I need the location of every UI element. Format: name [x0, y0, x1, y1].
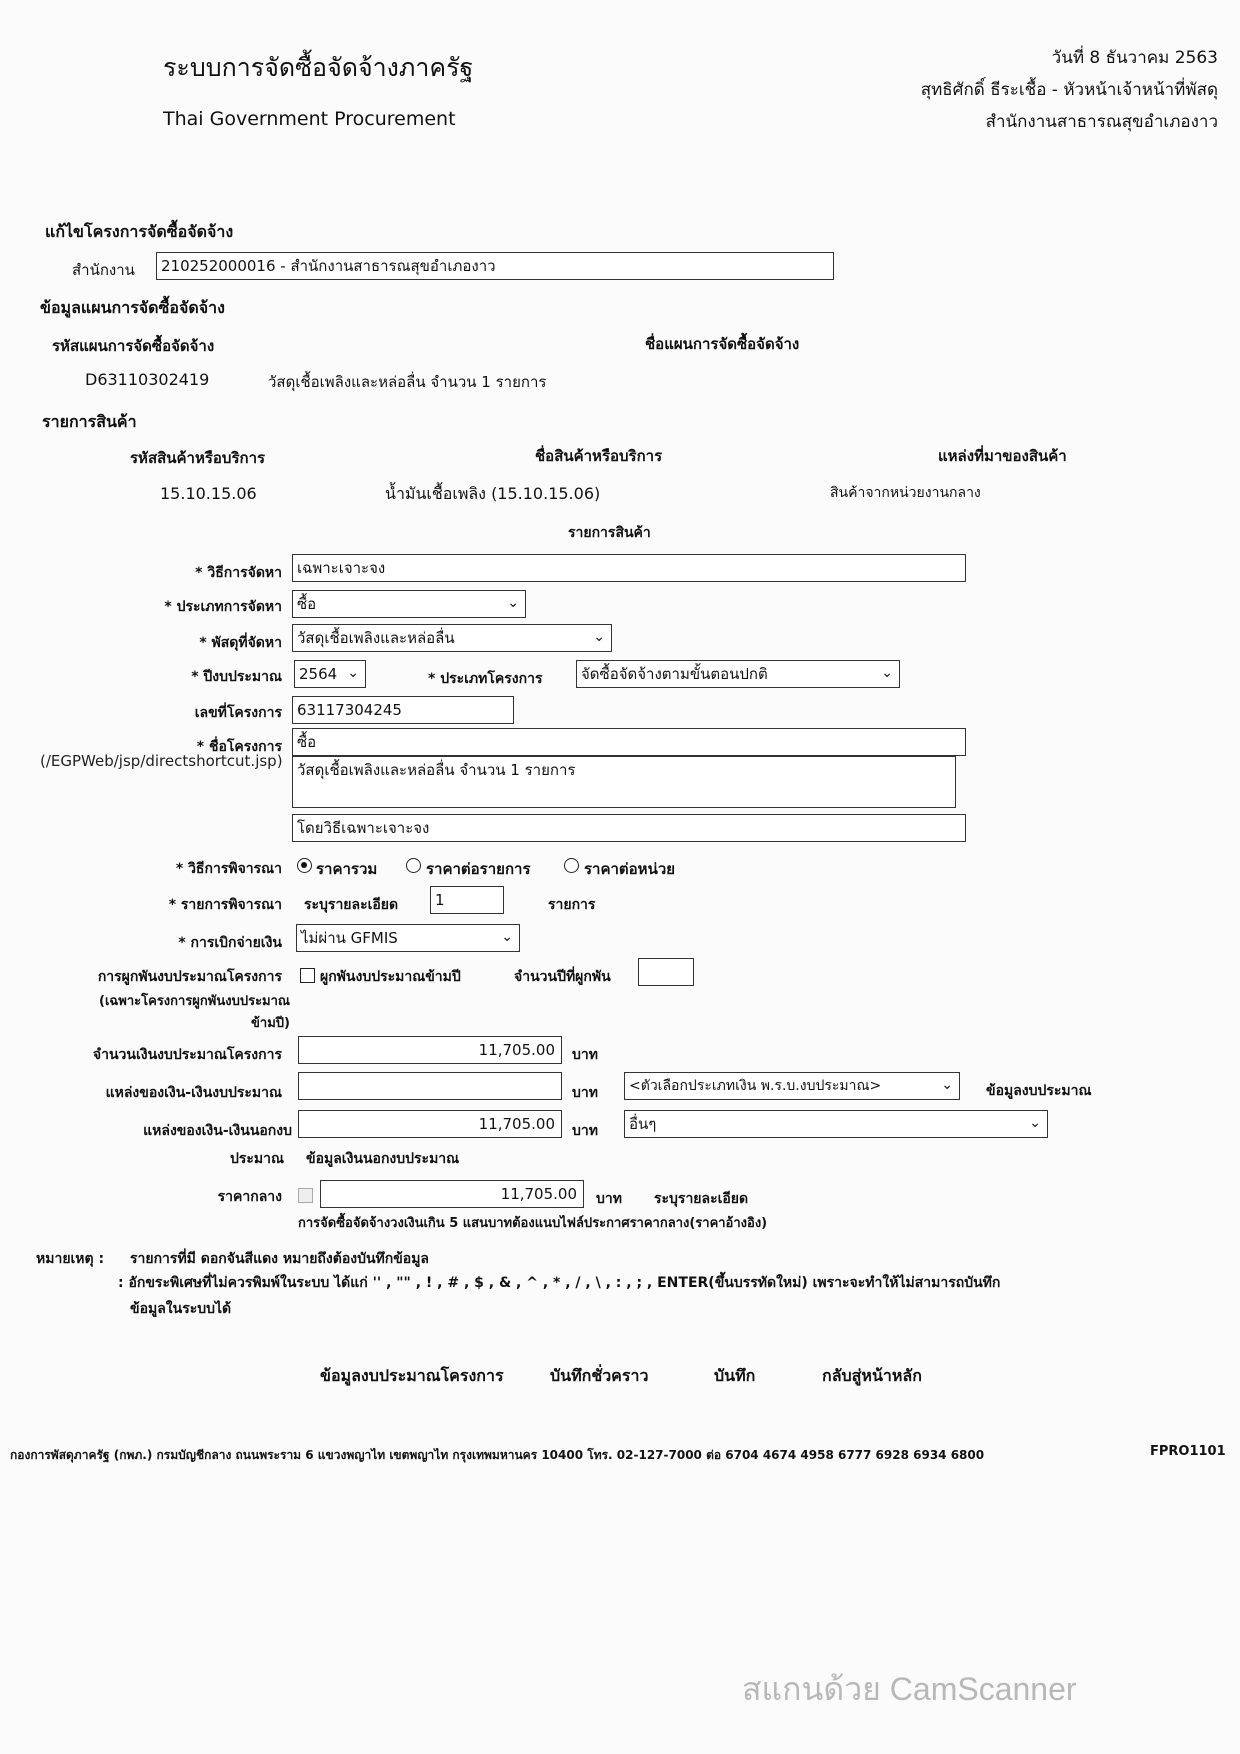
products-subtitle: รายการสินค้า [568, 525, 651, 541]
source-budget-info-link[interactable]: ข้อมูลงบประมาณ [986, 1083, 1092, 1099]
radio-total-price[interactable] [297, 858, 312, 873]
consider-opt1-label: ราคารวม [316, 860, 378, 878]
camscanner-watermark: สแกนด้วย CamScanner [742, 1671, 1077, 1707]
footer-code: FPRO1101 [1150, 1444, 1226, 1459]
chevron-down-icon: ⌄ [941, 1077, 953, 1093]
source-budget-unit: บาท [572, 1085, 598, 1101]
ref-price-checkbox[interactable] [298, 1188, 313, 1203]
supply-select[interactable] [292, 624, 612, 652]
commit-note-1: (เฉพาะโครงการผูกพันงบประมาณ [99, 994, 290, 1009]
back-home-button[interactable]: กลับสู่หน้าหลัก [822, 1366, 922, 1385]
product-name: น้ำมันเชื้อเพลิง (15.10.15.06) [385, 484, 601, 503]
ref-price-note: การจัดซื้อจัดจ้างวงเงินเกิน 5 แสนบาทต้องแนบไฟล์ประกาศราคากลาง(ราคาอ้างอิง) [298, 1216, 768, 1231]
footer-address: กองการพัสดุภาครัฐ (กพภ.) กรมบัญชีกลาง ถนนพระราม 6 แขวงพญาไท เขตพญาไท กรุงเทพมหานคร 10400 โทร. 02-127-7000 ต่อ 6704 4674 4958 6777 6928 6934 6800 [10, 1448, 985, 1462]
commit-years-label: จำนวนปีที่ผูกพัน [514, 969, 611, 985]
plan-name-header: ชื่อแผนการจัดซื้อจัดจ้าง [645, 335, 800, 353]
disburse-value: ไม่ผ่าน GFMIS [301, 929, 398, 947]
url-overlay-text: (/EGPWeb/jsp/directshortcut.jsp) [40, 752, 283, 770]
plan-name: วัสดุเชื้อเพลิงและหล่อลื่น จำนวน 1 รายการ [268, 373, 547, 391]
commit-years-field[interactable] [638, 958, 694, 986]
budget-info-button[interactable]: ข้อมูลงบประมาณโครงการ [320, 1366, 504, 1385]
disburse-label: * การเบิกจ่ายเงิน [178, 935, 282, 951]
consider-opt3-label: ราคาต่อหน่วย [584, 860, 676, 878]
ref-price-label: ราคากลาง [217, 1189, 282, 1205]
supply-value: วัสดุเชื้อเพลิงและหล่อลื่น [297, 629, 455, 647]
project-no-field[interactable]: 63117304245 [292, 696, 514, 724]
save-draft-button[interactable]: บันทึกชั่วคราว [550, 1366, 649, 1385]
plan-section-title: ข้อมูลแผนการจัดซื้อจัดจ้าง [40, 298, 225, 317]
chevron-down-icon: ⌄ [347, 665, 359, 681]
project-name-line3[interactable]: โดยวิธีเฉพาะเจาะจง [292, 814, 966, 842]
project-type-value: จัดซื้อจัดจ้างตามขั้นตอนปกติ [581, 665, 768, 683]
consider-label: * วิธีการพิจารณา [175, 861, 282, 877]
chevron-down-icon: ⌄ [501, 929, 513, 945]
budget-year-label: * ปีงบประมาณ [191, 669, 282, 685]
project-type-select[interactable] [576, 660, 900, 688]
project-no-label: เลขที่โครงการ [194, 705, 282, 721]
budget-amount-unit: บาท [572, 1047, 598, 1063]
source-nonbudget-label-2: ประมาณ [229, 1151, 284, 1167]
chevron-down-icon: ⌄ [507, 595, 519, 611]
items-suffix: รายการ [548, 897, 596, 913]
items-label: * รายการพิจารณา [168, 897, 282, 913]
product-col-source: แหล่งที่มาของสินค้า [938, 447, 1067, 465]
budget-amount-label: จำนวนเงินงบประมาณโครงการ [92, 1047, 282, 1063]
ref-price-detail-link[interactable]: ระบุรายละเอียด [654, 1191, 749, 1207]
plan-code: D63110302419 [85, 370, 210, 389]
project-name-textarea[interactable]: วัสดุเชื้อเพลิงและหล่อลื่น จำนวน 1 รายการ [292, 756, 956, 808]
ref-price-unit: บาท [596, 1191, 622, 1207]
consider-opt2-label: ราคาต่อรายการ [426, 860, 531, 878]
notes-line2: : อักขระพิเศษที่ไม่ควรพิมพ์ในระบบ ได้แก่ '' , "" , ! , # , $ , & , ^ , * , / , \ , : , ; , ENTER(ขึ้นบรรทัดใหม่) เพราะจะทำให้ไม่สามารถบันทึก [118, 1275, 1001, 1291]
source-budget-select[interactable] [624, 1072, 960, 1100]
system-title: ระบบการจัดซื้อจัดจ้างภาครัฐ [163, 53, 474, 82]
project-name-label: * ชื่อโครงการ [196, 739, 282, 755]
page-title: แก้ไขโครงการจัดซื้อจัดจ้าง [45, 222, 234, 241]
proc-type-label: * ประเภทการจัดหา [164, 599, 282, 615]
budget-amount-field[interactable]: 11,705.00 [298, 1036, 562, 1064]
system-subtitle: Thai Government Procurement [163, 108, 456, 130]
disburse-select[interactable] [296, 924, 520, 952]
product-col-code: รหัสสินค้าหรือบริการ [130, 449, 266, 467]
chevron-down-icon: ⌄ [1029, 1115, 1041, 1131]
product-col-name: ชื่อสินค้าหรือบริการ [535, 447, 663, 465]
notes-line3: ข้อมูลในระบบได้ [130, 1301, 232, 1317]
chevron-down-icon: ⌄ [593, 629, 605, 645]
project-type-label: * ประเภทโครงการ [428, 671, 543, 687]
items-prefix: ระบุรายละเอียด [304, 897, 399, 913]
method-label: * วิธีการจัดหา [195, 565, 282, 581]
radio-per-unit[interactable] [564, 858, 579, 873]
commit-checkbox-label: ผูกพันงบประมาณข้ามปี [320, 969, 461, 985]
ref-price-field[interactable]: 11,705.00 [320, 1180, 584, 1208]
source-budget-field[interactable] [298, 1072, 562, 1100]
source-nonbudget-select-value: อื่นๆ [629, 1115, 657, 1133]
chevron-down-icon: ⌄ [881, 665, 893, 681]
source-nonbudget-info-link[interactable]: ข้อมูลเงินนอกงบประมาณ [306, 1151, 460, 1167]
method-field[interactable]: เฉพาะเจาะจง [292, 554, 966, 582]
products-section-title: รายการสินค้า [42, 412, 137, 431]
source-nonbudget-select[interactable] [624, 1110, 1048, 1138]
commit-label: การผูกพันงบประมาณโครงการ [97, 969, 282, 985]
agency-label: สำนักงาน [72, 261, 135, 279]
source-nonbudget-field[interactable]: 11,705.00 [298, 1110, 562, 1138]
source-budget-label: แหล่งของเงิน-เงินงบประมาณ [105, 1085, 282, 1101]
commit-note-2: ข้ามปี) [251, 1016, 290, 1031]
source-nonbudget-label: แหล่งของเงิน-เงินนอกงบ [143, 1123, 292, 1139]
user-name: สุทธิศักดิ์ ธีระเชื้อ - หัวหน้าเจ้าหน้าที่พัสดุ [920, 80, 1218, 100]
radio-per-item[interactable] [406, 858, 421, 873]
product-code: 15.10.15.06 [160, 484, 257, 503]
source-nonbudget-unit: บาท [572, 1123, 598, 1139]
current-date: วันที่ 8 ธันวาคม 2563 [1051, 48, 1218, 68]
notes-line1: รายการที่มี ดอกจันสีแดง หมายถึงต้องบันทึกข้อมูล [130, 1251, 430, 1267]
project-name-line1[interactable]: ซื้อ [292, 728, 966, 756]
budget-year-select[interactable] [294, 660, 366, 688]
plan-code-header: รหัสแผนการจัดซื้อจัดจ้าง [52, 337, 215, 355]
product-source: สินค้าจากหน่วยงานกลาง [830, 485, 981, 501]
proc-type-value: ซื้อ [297, 595, 317, 613]
items-count-field[interactable]: 1 [430, 886, 504, 914]
notes-label: หมายเหตุ : [36, 1251, 105, 1267]
budget-year-value: 2564 [299, 665, 338, 683]
commit-checkbox[interactable] [300, 968, 315, 983]
proc-type-select[interactable] [292, 590, 526, 618]
supply-label: * พัสดุที่จัดหา [199, 635, 282, 651]
user-office: สำนักงานสาธารณสุขอำเภองาว [985, 112, 1218, 132]
source-budget-select-value: <ตัวเลือกประเภทเงิน พ.ร.บ.งบประมาณ> [629, 1078, 882, 1094]
agency-field[interactable]: 210252000016 - สำนักงานสาธารณสุขอำเภองาว [156, 252, 834, 280]
save-button[interactable]: บันทึก [714, 1366, 756, 1385]
